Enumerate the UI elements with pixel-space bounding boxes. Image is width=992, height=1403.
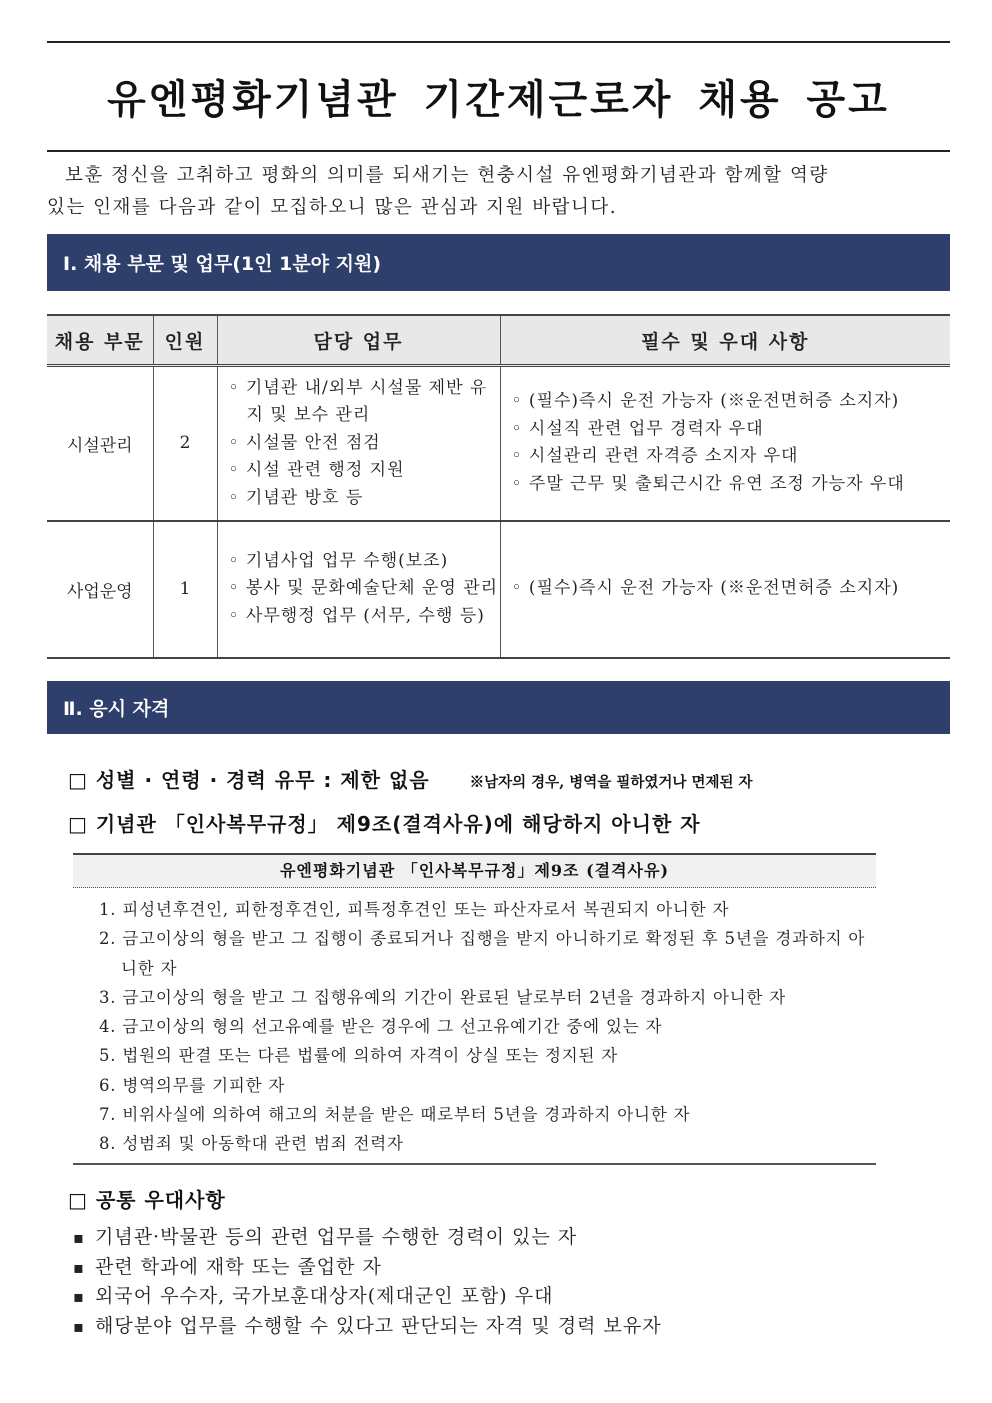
duty-item: ◦ 사무행정 업무 (서무, 수행 등): [228, 605, 485, 626]
disqualification-list: [99, 895, 869, 1159]
duty-item: ◦ 기념사업 업무 수행(보조): [228, 550, 449, 571]
section-1-header: [47, 234, 950, 291]
table-row: [47, 521, 950, 658]
list-item: 2. 금고이상의 형을 받고 그 집행이 종료되거나 집행을 받지 아니하기로 확정된 후 5년을 경과하지 아니한 자: [99, 929, 866, 978]
jobs-table: [47, 314, 950, 659]
row-requirements: [500, 366, 950, 521]
page-title: 유엔평화기념관 기간제근로자 채용 공고: [107, 77, 890, 123]
section-1-title: Ⅰ. 채용 부문 및 업무(1인 1분야 지원): [63, 253, 382, 275]
list-item: ▪ 외국어 우수자, 국가보훈대상자(제대군인 포함) 우대: [73, 1282, 662, 1312]
title-block: [47, 41, 950, 152]
row-requirements: [500, 521, 950, 658]
requirement-item: ◦ (필수)즉시 운전 가능자 (※운전면허증 소지자): [511, 391, 900, 412]
common-preference-heading: □ 공통 우대사항: [68, 1188, 226, 1212]
intro-line-1: 보훈 정신을 고취하고 평화의 의미를 되새기는 현충시설 유엔평화기념관과 함께할 역량: [65, 165, 829, 186]
duty-item: ◦ 기념관 내/외부 시설물 제반 유지 및 보수 관리: [228, 377, 488, 425]
intro-paragraph: [47, 160, 950, 224]
list-item: ▪ 관련 학과에 재학 또는 졸업한 자: [73, 1253, 662, 1283]
qualification-item-1: [68, 764, 753, 793]
row-department: 시설관리: [47, 366, 153, 521]
requirement-item: ◦ (필수)즉시 운전 가능자 (※운전면허증 소지자): [511, 578, 900, 599]
duty-item: ◦ 기념관 방호 등: [228, 487, 364, 508]
table-row: [47, 366, 950, 521]
list-item: 7. 비위사실에 의하여 해고의 처분을 받은 때로부터 5년을 경과하지 아니한 자: [99, 1105, 691, 1125]
duty-item: ◦ 시설 관련 행정 지원: [228, 460, 405, 480]
list-item: 1. 피성년후견인, 피한정후견인, 피특정후견인 또는 파산자로서 복권되지 아니한 자: [99, 900, 730, 919]
header-duties: 담당 업무: [217, 315, 500, 366]
qualification-item-2: [68, 808, 701, 837]
row-department: 사업운영: [47, 521, 153, 658]
requirement-item: ◦ 시설직 관련 업무 경력자 우대: [511, 418, 764, 439]
requirement-item: ◦ 시설관리 관련 자격증 소지자 우대: [511, 446, 799, 467]
row-duties: [217, 366, 500, 521]
row-count: 2: [153, 366, 217, 521]
list-item: 6. 병역의무를 기피한 자: [99, 1075, 286, 1095]
list-item: 3. 금고이상의 형을 받고 그 집행유예의 기간이 완료된 날로부터 2년을 경과하지 아니한 자: [99, 987, 787, 1007]
qualification-text-2: □ 기념관 「인사복무규정」 제9조(결격사유)에 해당하지 아니한 자: [68, 812, 701, 836]
list-item: ▪ 기념관·박물관 등의 관련 업무를 수행한 경력이 있는 자: [73, 1223, 662, 1253]
header-requirements: 필수 및 우대 사항: [500, 315, 950, 366]
list-item: ▪ 해당분야 업무를 수행할 수 있다고 판단되는 자격 및 경력 보유자: [73, 1312, 662, 1342]
duty-item: ◦ 봉사 및 문화예술단체 운영 관리: [228, 578, 499, 599]
common-preference-list: [73, 1223, 662, 1341]
qualification-note: ※남자의 경우, 병역을 필하였거나 면제된 자: [469, 774, 753, 791]
jobs-table-header-row: [47, 315, 950, 366]
intro-line-2: 있는 인재를 다음과 같이 모집하오니 많은 관심과 지원 바랍니다.: [47, 197, 618, 218]
disqualification-box-title: 유엔평화기념관 「인사복무규정」제9조 (결격사유): [73, 853, 876, 888]
list-item: 4. 금고이상의 형의 선고유예를 받은 경우에 그 선고유예기간 중에 있는 자: [99, 1017, 663, 1037]
list-item: 8. 성범죄 및 아동학대 관련 범죄 전력자: [99, 1134, 404, 1154]
section-2-header: [47, 681, 950, 734]
row-count: 1: [153, 521, 217, 658]
list-item: 5. 법원의 판결 또는 다른 법률에 의하여 자격이 상실 또는 정지된 자: [99, 1046, 619, 1066]
requirement-item: ◦ 주말 근무 및 출퇴근시간 유연 조정 가능자 우대: [511, 473, 905, 494]
header-count: 인원: [153, 315, 217, 366]
disqualification-box-divider: [73, 1163, 876, 1165]
row-duties: [217, 521, 500, 658]
duty-item: ◦ 시설물 안전 점검: [228, 432, 381, 453]
section-2-title: Ⅱ. 응시 자격: [63, 698, 170, 720]
qualification-text-1: □ 성별 · 연령 · 경력 유무 : 제한 없음: [68, 768, 430, 792]
header-department: 채용 부문: [47, 315, 153, 366]
